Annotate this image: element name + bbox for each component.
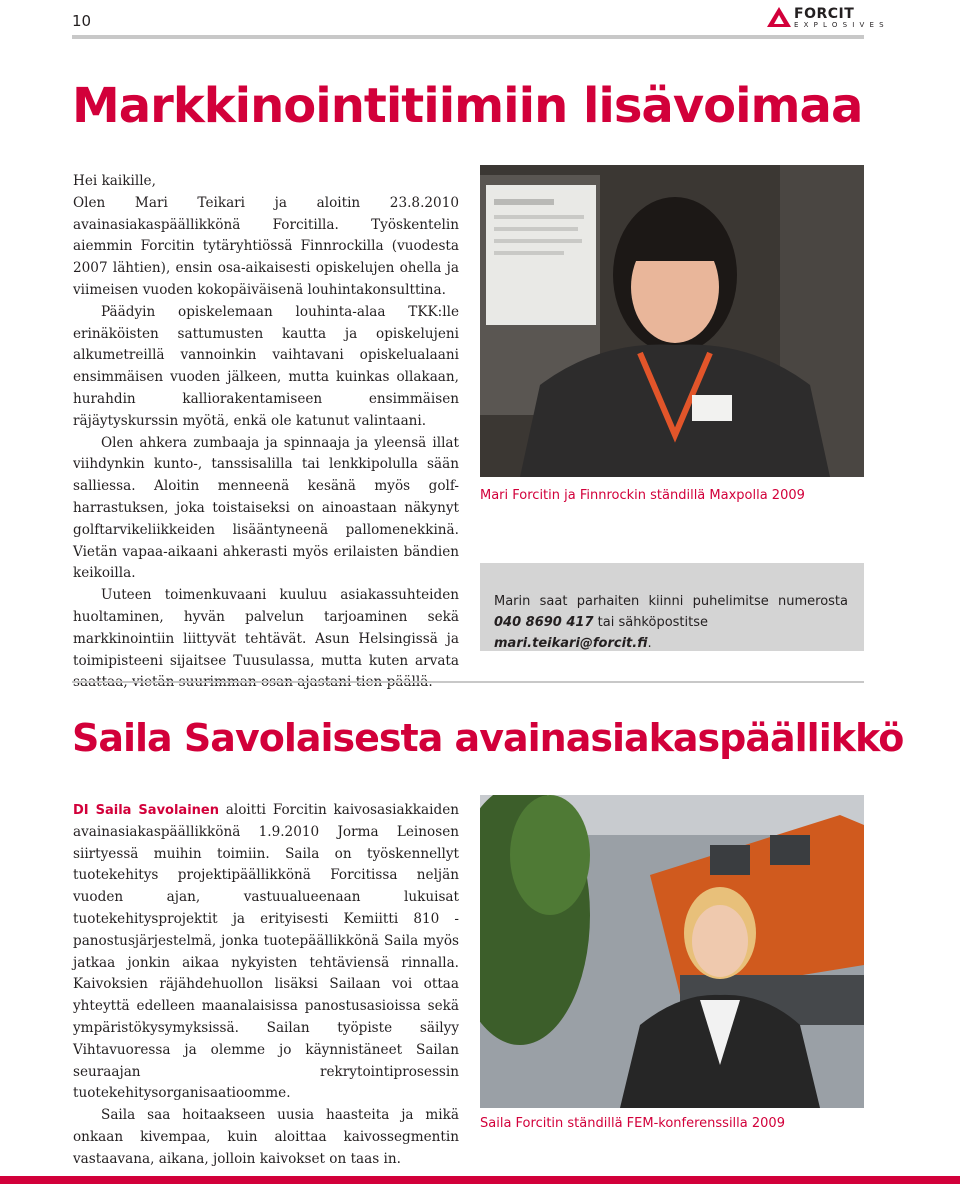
header-rule [72, 35, 864, 39]
page-number: 10 [72, 12, 92, 30]
logo-triangle-icon [766, 6, 792, 28]
article2-title: Saila Savolaisesta avainasiakaspäällikkö [72, 716, 904, 760]
mari-photo-caption: Mari Forcitin ja Finnrockin ständillä Maxpolla 2009 [480, 488, 805, 503]
contact-phone: 040 8690 417 [494, 615, 594, 630]
article1-body [73, 171, 459, 694]
footer-rule [0, 1176, 960, 1184]
article1-paragraph-2: Päädyin opiskelemaan louhinta-alaa TKK:lle erinäköisten sattumusten kautta ja opiskelujeni alkumetreillä vannoinkin vaihtavani opiskelualaani ensimmäisen vuoden jälkeen, mutta kuinkas ollakaan, hurahdin kalliorakentamiseen ensimmäisen räjäytyskurssin myötä, enkä ole katunut valintaani. [73, 303, 459, 429]
contact-email[interactable]: mari.teikari@forcit.fi [494, 636, 648, 651]
contact-end: . [647, 636, 652, 651]
article1-paragraph-3: Olen ahkera zumbaaja ja spinnaaja ja yleensä illat viihdynkin kunto-, tanssisalilla tai lenkkipolulla sään salliessa. Aloitin menneenä kesänä myös golf-harrastuksen, joka toistaiseksi on ainoastaan näkynyt golftarvikeliikkeiden lisääntyneenä pallomenekkinä. Vietän vapaa-aikaani ahkerasti myös erilaisten bändien keikoilla. [73, 434, 459, 582]
saila-photo [480, 795, 864, 1108]
article2-body [73, 800, 459, 1171]
article1-title: Markkinointitiimiin lisävoimaa [72, 78, 863, 134]
article2-paragraph-1 [73, 800, 459, 1105]
article2-lead-name: DI Saila Savolainen [73, 803, 219, 818]
saila-portrait-image [480, 795, 864, 1108]
logo-subtitle: EXPLOSIVES [794, 21, 889, 29]
mari-photo [480, 165, 864, 477]
article1-paragraph-4: Uuteen toimenkuvaani kuuluu asiakassuhteiden huoltaminen, hyvän palvelun tarjoaminen sekä markkinointiin liittyvät tehtävät. Asun Helsingissä ja toimipisteeni sijaitsee Tuusulassa, mutta kuten arvata [73, 587, 459, 669]
contact-middle-text: tai sähköpostitse [593, 615, 709, 630]
mari-portrait-image [480, 165, 864, 477]
forcit-logo [766, 6, 889, 30]
saila-photo-caption: Saila Forcitin ständillä FEM-konferenssilla 2009 [480, 1116, 785, 1131]
contact-details [494, 612, 848, 654]
contact-line: Marin saat parhaiten kiinni puhelimitse numerosta [494, 594, 848, 609]
contact-box [480, 563, 864, 651]
article2-paragraph-2: Saila saa hoitaakseen uusia haasteita ja mikä onkaan kivempaa, kuin aloittaa kaivossegmentin vastaavana, aikana, jolloin kaivokset on taas in. [73, 1107, 459, 1167]
article1-paragraph-1: Hei kaikille, Olen Mari Teikari ja aloitin 23.8.2010 avainasiakaspäällikkönä Forcitilla. Työskentelin aiemmin Forcitin tytäryhtiössä Finnrockilla (vuodesta 2007 lähtien), ensin osa-aikaisesti opiskelujen ohella ja viimeisen vuoden kokopäiväisenä louhintakonsulttina. [73, 173, 459, 298]
section-divider [72, 681, 864, 683]
logo-wordmark: FORCIT [794, 6, 855, 22]
article2-paragraph-1-text: aloitti Forcitin kaivosasiakkaiden avainasiakaspäällikkönä 1.9.2010 Jorma Leinosen siirtyessä muihin toimiin. Saila on työskennellyt tuotekehitys projektipäällikkönä Forcitissa neljän vuoden ajan, vastuualueenaan lukuisat tuotekehitysprojektit ja erityisesti Kemiitti 810 -panostusjärjestelmä, jonka tuotepäällikkönä Saila myös jatkaa jonkin aikaa nykyisten tehtäviensä rinnalla. Kaivoksien räjähdehuollon lisäksi Sailaan voi ottaa yhteyttä edelleen maanalaisissa panostusasioissa sekä ympäristökysymyksissä. Sailan työpiste säilyy Vihtavuoressa ja olemme jo käynnistäneet Sailan seuraajan rekrytointiprosessin tuotekehitysorganisaatioomme. [73, 802, 459, 1102]
